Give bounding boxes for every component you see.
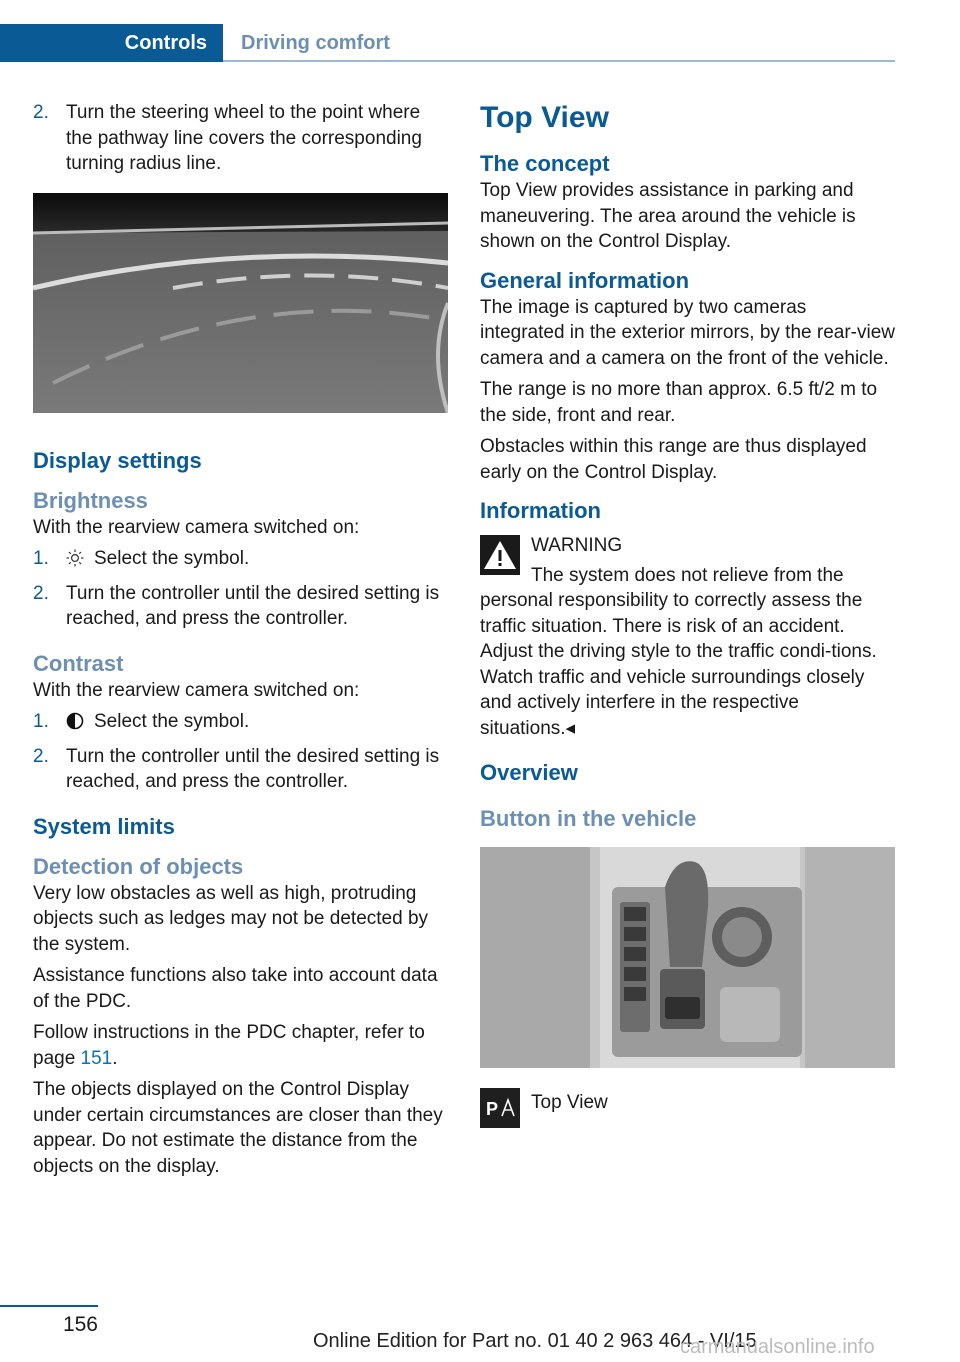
top-view-button-label: Top View — [531, 1092, 608, 1113]
page-number: 156 — [62, 1313, 98, 1336]
top-view-button-icon[interactable] — [480, 1088, 520, 1128]
watermark: carmanualsonline.info — [680, 1336, 875, 1358]
tab-underline — [223, 60, 895, 62]
heading-button-vehicle: Button in the vehicle — [480, 806, 697, 831]
page-link[interactable]: 151 — [80, 1047, 113, 1069]
console-illustration — [480, 847, 895, 1068]
heading-display-settings: Display settings — [33, 447, 202, 473]
list-item: 1. Select the symbol. — [33, 546, 449, 575]
list-item: 2. Turn the controller until the desired setting is reached, and press the controller. — [33, 582, 440, 629]
heading-system-limits: System limits — [33, 813, 175, 839]
brightness-icon — [66, 549, 86, 575]
tab-controls[interactable]: Controls — [0, 24, 223, 62]
detection-p4: The objects displayed on the Control Display under certain circumstances are closer than they appear. Do not estimate the distance from the objects on the display. — [33, 1079, 443, 1177]
list-item: 1. Select the symbol. — [33, 709, 449, 738]
heading-brightness: Brightness — [33, 487, 148, 513]
heading-concept: The concept — [480, 151, 610, 176]
warning-triangle-icon — [480, 535, 520, 575]
concept-text: Top View provides assistance in parking and maneuvering. The area around the vehicle is shown on the Control Display. — [480, 180, 856, 252]
page-title: Top View — [480, 101, 609, 134]
heading-detection: Detection of objects — [33, 853, 244, 879]
brightness-steps — [33, 546, 449, 632]
general-p1: The image is captured by two cameras integrated in the exterior mirrors, by the rear-view camera and a camera on the front of the vehicle. — [480, 296, 895, 369]
heading-overview: Overview — [480, 760, 578, 785]
svg-text:P: P — [486, 1099, 499, 1119]
steering-steps — [33, 100, 449, 177]
warning-title: WARNING — [531, 535, 623, 556]
warning-text-first: The system does not relieve from the — [531, 564, 844, 586]
tab-driving-comfort[interactable]: Driving comfort — [241, 31, 390, 54]
contrast-steps — [33, 709, 449, 795]
warning-text: personal responsibility to correctly assess the traffic situation. There is risk of an accident. Adjust the driving style to the traffic condi-tions. Watch traffic and vehicle surroundings closely and actively interfere in the respective situations.◂ — [480, 590, 877, 739]
contrast-intro: With the rearview camera switched on: — [33, 679, 360, 701]
rearview-camera-image — [33, 193, 448, 413]
heading-general: General information — [480, 267, 690, 293]
warning-block — [480, 533, 896, 741]
right-column — [480, 100, 896, 1128]
heading-contrast: Contrast — [33, 650, 124, 676]
top-view-button-row — [480, 1088, 896, 1128]
contrast-icon — [66, 712, 86, 738]
heading-information: Information — [480, 498, 601, 523]
general-p2: The range is no more than approx. 6.5 ft/2 m to the side, front and rear. — [480, 379, 878, 426]
left-column — [33, 100, 449, 1185]
center-console-image — [480, 847, 895, 1068]
camera-illustration — [33, 193, 448, 413]
detection-p1: Very low obstacles as well as high, protruding objects such as ledges may not be detected by the system. — [33, 882, 429, 955]
detection-p2: Assistance functions also take into account data of the PDC. — [33, 965, 438, 1012]
list-item: 2. Turn the steering wheel to the point where the pathway line covers the corresponding turning radius line. — [33, 102, 422, 174]
edition-footer: Online Edition for Part no. 01 40 2 963 464 - VI/15 — [313, 1330, 757, 1352]
detection-p3: Follow instructions in the PDC chapter, refer to page 151. — [33, 1022, 425, 1069]
page-number-rule — [0, 1305, 98, 1307]
brightness-intro: With the rearview camera switched on: — [33, 516, 360, 538]
list-item: 2. Turn the controller until the desired setting is reached, and press the controller. — [33, 745, 440, 792]
general-p3: Obstacles within this range are thus displayed early on the Control Display. — [480, 436, 867, 483]
section-tabs — [0, 24, 895, 62]
